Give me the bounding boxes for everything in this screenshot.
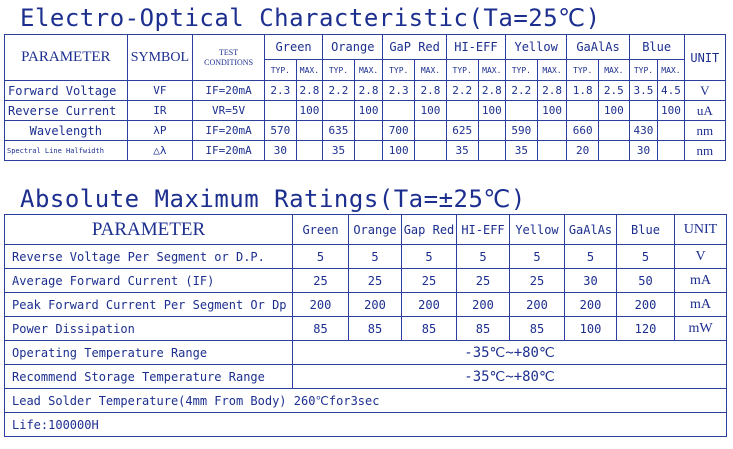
eo-cell: 100	[537, 101, 567, 121]
eo-header-blue: Blue	[629, 35, 684, 60]
amr-header-orange: Orange	[349, 215, 402, 245]
eo-cell	[599, 121, 630, 141]
amr-cell: 25	[402, 269, 457, 293]
amr-row-storage-temp	[5, 365, 727, 389]
amr-header-hi-eff: HI-EFF	[457, 215, 510, 245]
storage-temp-label: Recommend Storage Temperature Range	[5, 365, 293, 389]
absolute-max-table	[4, 214, 727, 437]
eo-cell: 3.5	[629, 81, 658, 101]
eo-header-gap-red: GaP Red	[383, 35, 446, 60]
eo-param: Spectral Line Halfwidth	[5, 141, 128, 161]
eo-cell: 35	[506, 141, 538, 161]
max-label: MAX.	[658, 60, 684, 81]
amr-header-gap-red: Gap Red	[402, 215, 457, 245]
eo-param: Reverse Current	[5, 101, 128, 121]
max-label: MAX.	[537, 60, 567, 81]
amr-cell: 25	[349, 269, 402, 293]
eo-cell: 2.3	[265, 81, 297, 101]
eo-cell: 100	[478, 101, 506, 121]
eo-cell: 2.2	[506, 81, 538, 101]
eo-condition: IF=20mA	[193, 121, 265, 141]
eo-unit: uA	[684, 101, 725, 121]
amr-cell: 25	[510, 269, 565, 293]
amr-header-unit: UNIT	[675, 215, 727, 245]
eo-symbol: △λ	[127, 141, 193, 161]
eo-cell	[599, 141, 630, 161]
eo-cell: 20	[567, 141, 599, 161]
amr-cell: 25	[457, 269, 510, 293]
eo-condition: VR=5V	[193, 101, 265, 121]
amr-row-power-dissipation	[5, 317, 727, 341]
amr-row-lead-solder	[5, 389, 727, 413]
eo-cell	[537, 141, 567, 161]
amr-header-gaalas: GaAlAs	[565, 215, 617, 245]
eo-cell: 2.8	[296, 81, 322, 101]
eo-cell: 2.8	[415, 81, 447, 101]
eo-cell	[537, 121, 567, 141]
amr-param: Power Dissipation	[5, 317, 293, 341]
eo-cell: 635	[323, 121, 355, 141]
amr-cell: 5	[457, 245, 510, 269]
eo-cell: 100	[296, 101, 322, 121]
eo-cell: 2.2	[323, 81, 355, 101]
eo-cell: 30	[265, 141, 297, 161]
eo-cell: 2.2	[446, 81, 478, 101]
eo-cell	[265, 101, 297, 121]
eo-cell	[323, 101, 355, 121]
amr-cell: 200	[293, 293, 349, 317]
amr-unit: mA	[675, 293, 727, 317]
amr-unit: mW	[675, 317, 727, 341]
eo-cell: 4.5	[658, 81, 684, 101]
amr-cell: 120	[617, 317, 675, 341]
electro-optical-table	[4, 34, 726, 161]
eo-cell: 35	[446, 141, 478, 161]
amr-cell: 200	[565, 293, 617, 317]
max-label: MAX.	[599, 60, 630, 81]
absolute-max-title: Absolute Maximum Ratings(Ta=±25℃)	[20, 185, 526, 213]
max-label: MAX.	[354, 60, 383, 81]
amr-header-blue: Blue	[617, 215, 675, 245]
eo-unit: V	[684, 81, 725, 101]
amr-cell: 85	[510, 317, 565, 341]
eo-param: Wavelength	[5, 121, 128, 141]
eo-cell: 590	[506, 121, 538, 141]
amr-cell: 30	[565, 269, 617, 293]
eo-cell: 100	[599, 101, 630, 121]
eo-cell: 30	[629, 141, 658, 161]
test-line-1: TEST	[219, 47, 239, 57]
eo-cell	[478, 141, 506, 161]
amr-header-row	[5, 215, 727, 245]
amr-cell: 85	[402, 317, 457, 341]
amr-row-reverse-voltage	[5, 245, 727, 269]
life-note: Life:100000H	[5, 413, 727, 437]
eo-cell: 2.5	[599, 81, 630, 101]
amr-cell: 5	[617, 245, 675, 269]
amr-header-green: Green	[293, 215, 349, 245]
eo-cell	[296, 121, 322, 141]
eo-cell: 2.3	[383, 81, 415, 101]
eo-cell	[415, 121, 447, 141]
amr-cell: 200	[457, 293, 510, 317]
amr-unit: mA	[675, 269, 727, 293]
eo-header-gaalas: GaAlAs	[567, 35, 629, 60]
eo-cell: 700	[383, 121, 415, 141]
eo-header-symbol: SYMBOL	[127, 35, 193, 81]
eo-row-forward-voltage	[5, 81, 726, 101]
amr-unit: V	[675, 245, 727, 269]
amr-cell: 85	[349, 317, 402, 341]
eo-cell: 100	[354, 101, 383, 121]
max-label: MAX.	[478, 60, 506, 81]
amr-cell: 200	[510, 293, 565, 317]
eo-row-wavelength	[5, 121, 726, 141]
eo-symbol: λP	[127, 121, 193, 141]
eo-cell	[658, 121, 684, 141]
eo-symbol: IR	[127, 101, 193, 121]
lead-solder-note: Lead Solder Temperature(4mm From Body) 260℃for3sec	[5, 389, 727, 413]
eo-header-row	[5, 35, 726, 60]
eo-header-hi-eff: HI-EFF	[446, 35, 505, 60]
amr-cell: 200	[402, 293, 457, 317]
amr-cell: 50	[617, 269, 675, 293]
eo-header-unit: UNIT	[684, 35, 725, 81]
eo-cell	[415, 141, 447, 161]
amr-cell: 5	[293, 245, 349, 269]
amr-cell: 5	[510, 245, 565, 269]
amr-header-yellow: Yellow	[510, 215, 565, 245]
eo-cell: 100	[415, 101, 447, 121]
eo-unit: nm	[684, 121, 725, 141]
eo-header-test-conditions	[193, 35, 265, 81]
amr-cell: 25	[293, 269, 349, 293]
eo-cell	[567, 101, 599, 121]
test-line-2: CONDITIONS	[204, 57, 254, 67]
storage-temp-value: -35℃~+80℃	[293, 365, 727, 389]
eo-cell: 35	[323, 141, 355, 161]
typ-label: TYP.	[446, 60, 478, 81]
eo-cell: 100	[383, 141, 415, 161]
eo-row-reverse-current	[5, 101, 726, 121]
eo-symbol: VF	[127, 81, 193, 101]
amr-cell: 200	[617, 293, 675, 317]
eo-cell	[354, 141, 383, 161]
operating-temp-label: Operating Temperature Range	[5, 341, 293, 365]
eo-cell	[506, 101, 538, 121]
typ-label: TYP.	[506, 60, 538, 81]
eo-param: Forward Voltage	[5, 81, 128, 101]
eo-header-green: Green	[265, 35, 323, 60]
eo-cell: 2.8	[478, 81, 506, 101]
max-label: MAX.	[296, 60, 322, 81]
max-label: MAX.	[415, 60, 447, 81]
amr-header-parameter: PARAMETER	[5, 215, 293, 245]
typ-label: TYP.	[629, 60, 658, 81]
amr-cell: 5	[402, 245, 457, 269]
amr-row-average-forward-current	[5, 269, 727, 293]
eo-cell: 100	[658, 101, 684, 121]
operating-temp-value: -35℃~+80℃	[293, 341, 727, 365]
eo-cell: 660	[567, 121, 599, 141]
eo-header-orange: Orange	[323, 35, 383, 60]
amr-cell: 5	[349, 245, 402, 269]
eo-cell	[383, 101, 415, 121]
eo-unit: nm	[684, 141, 725, 161]
eo-header-yellow: Yellow	[506, 35, 567, 60]
typ-label: TYP.	[265, 60, 297, 81]
amr-cell: 85	[457, 317, 510, 341]
eo-cell	[658, 141, 684, 161]
amr-param: Peak Forward Current Per Segment Or Dp	[5, 293, 293, 317]
eo-cell: 430	[629, 121, 658, 141]
eo-row-spectral-halfwidth	[5, 141, 726, 161]
amr-row-life	[5, 413, 727, 437]
eo-condition: IF=20mA	[193, 81, 265, 101]
eo-cell	[629, 101, 658, 121]
eo-header-parameter: PARAMETER	[5, 35, 128, 81]
electro-optical-title: Electro-Optical Characteristic(Ta=25℃)	[20, 4, 601, 32]
amr-row-peak-forward-current	[5, 293, 727, 317]
amr-cell: 85	[293, 317, 349, 341]
eo-condition: IF=20mA	[193, 141, 265, 161]
typ-label: TYP.	[323, 60, 355, 81]
eo-cell: 2.8	[354, 81, 383, 101]
amr-cell: 100	[565, 317, 617, 341]
eo-cell	[478, 121, 506, 141]
eo-cell	[296, 141, 322, 161]
amr-cell: 5	[565, 245, 617, 269]
eo-cell: 570	[265, 121, 297, 141]
typ-label: TYP.	[567, 60, 599, 81]
amr-cell: 200	[349, 293, 402, 317]
amr-param: Average Forward Current (IF)	[5, 269, 293, 293]
amr-param: Reverse Voltage Per Segment or D.P.	[5, 245, 293, 269]
amr-row-operating-temp	[5, 341, 727, 365]
eo-cell	[446, 101, 478, 121]
eo-cell: 2.8	[537, 81, 567, 101]
eo-cell: 625	[446, 121, 478, 141]
eo-cell: 1.8	[567, 81, 599, 101]
eo-cell	[354, 121, 383, 141]
typ-label: TYP.	[383, 60, 415, 81]
